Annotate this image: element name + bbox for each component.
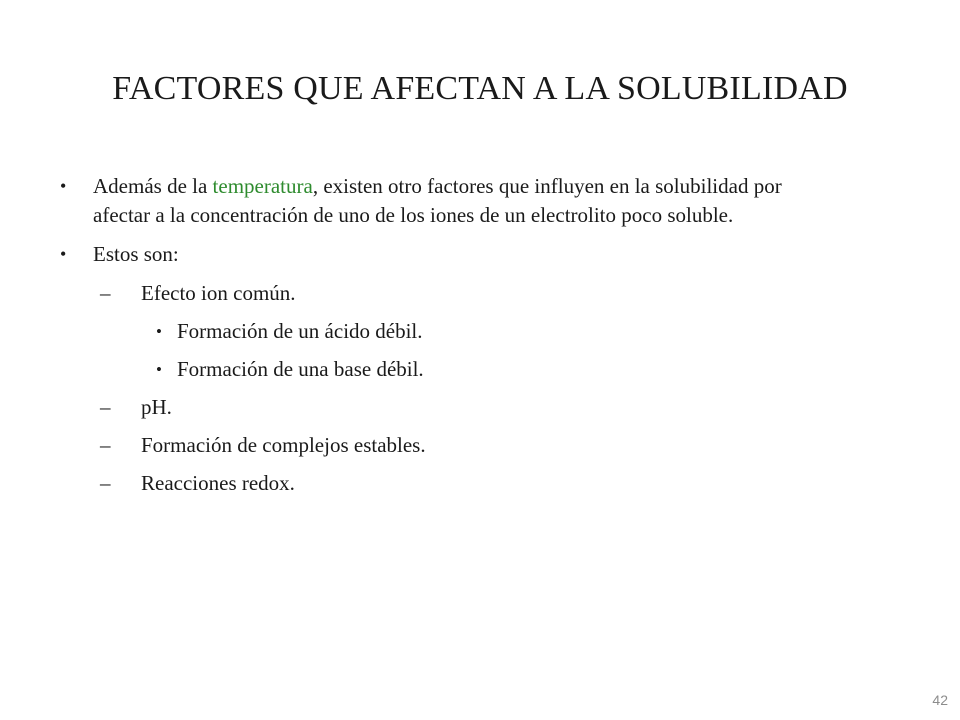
sub-point [60, 431, 840, 460]
sub-sub-point [60, 355, 840, 384]
slide-title: FACTORES QUE AFECTAN A LA SOLUBILIDAD [112, 70, 848, 107]
page-number: 42 [932, 692, 948, 708]
bullet-point [60, 172, 840, 230]
bullet-text: Estos son: [93, 242, 179, 266]
sub-sub-point [60, 317, 840, 346]
dash-icon: – [100, 281, 111, 305]
bullet-icon: • [156, 322, 162, 341]
sub-point-text: Efecto ion común. [141, 281, 296, 305]
sub-point-text: Formación de complejos estables. [141, 433, 426, 457]
bullet-icon: • [60, 176, 67, 196]
bullet-icon: • [156, 360, 162, 379]
sub-sub-point-text: Formación de una base débil. [177, 357, 424, 381]
highlight-word: temperatura [212, 174, 313, 198]
bullet-text-end: , existen otro factores que influyen en la solubilidad por afectar a la concentración de uno de los iones de un electrolito poco soluble. [93, 174, 782, 227]
bullet-icon: • [60, 244, 67, 264]
sub-point-text: pH. [141, 395, 172, 419]
dash-icon: – [100, 433, 111, 457]
dash-icon: – [100, 471, 111, 495]
dash-icon: – [100, 395, 111, 419]
slide-content [60, 172, 840, 507]
sub-sub-point-text: Formación de un ácido débil. [177, 319, 423, 343]
sub-point [60, 393, 840, 422]
sub-point-text: Reacciones redox. [141, 471, 295, 495]
sub-point [60, 469, 840, 498]
bullet-text-start: Además de la [93, 174, 213, 198]
sub-point [60, 279, 840, 308]
bullet-point [60, 240, 840, 269]
